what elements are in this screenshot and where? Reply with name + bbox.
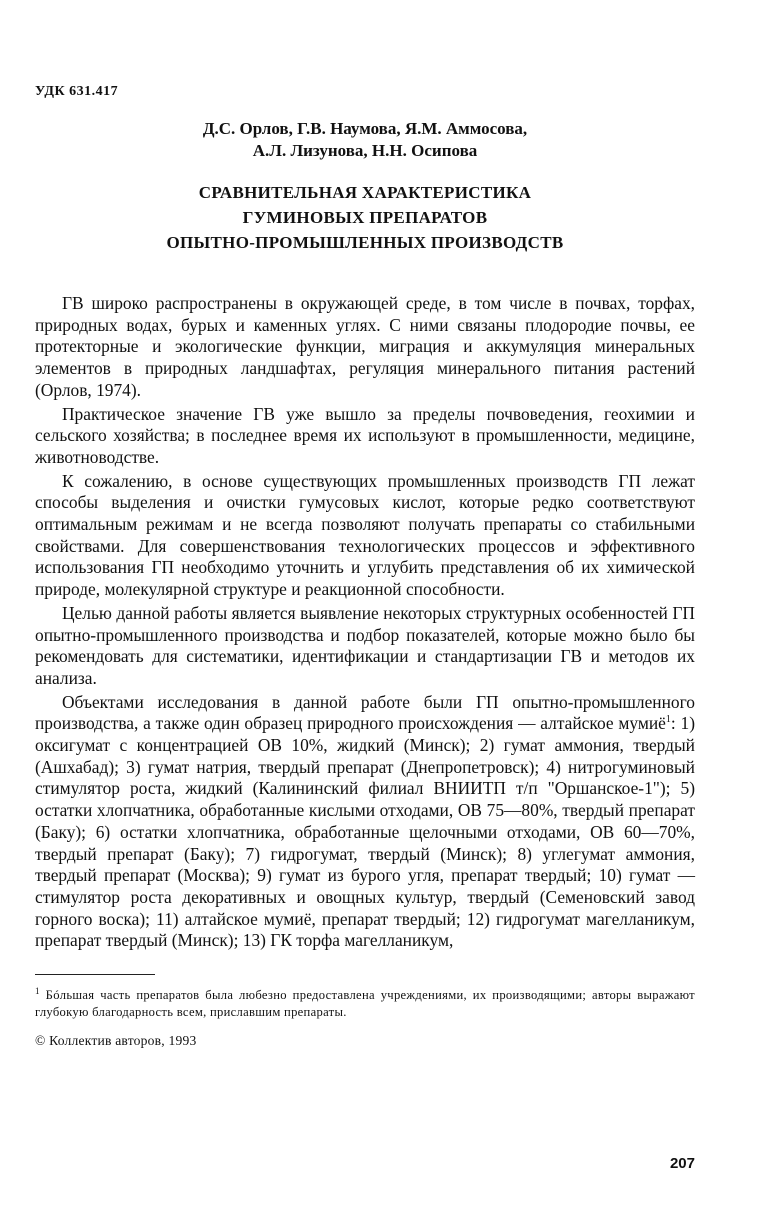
footnote-text: Бóльшая часть препаратов была любезно предоставлена учреждениями, их производящими; авторы выражают глубокую благодарность всем, приславшим препараты. (35, 988, 695, 1020)
paragraph-1: ГВ широко распространены в окружающей среде, в том числе в почвах, торфах, природных водах, бурых и каменных углях. С ними связаны плодородие почвы, ее протекторные и экологические функции, миграция и аккумуляция минеральных элементов в природных ландшафтах, регуляция минерального питания растений (Орлов, 1974). (35, 293, 695, 400)
footnote-divider (35, 974, 155, 975)
paragraph-5-part-a: Объектами исследования в данной работе были ГП опытно-промышленного производства, а также один образец природного происхождения — алтайское мумиё (35, 691, 695, 734)
footnote (35, 987, 695, 1021)
title-line-3: ОПЫТНО-ПРОМЫШЛЕННЫХ ПРОИЗВОДСТВ (166, 233, 564, 252)
paragraph-3: К сожалению, в основе существующих промышленных производств ГП лежат способы выделения и очистки гумусовых кислот, которые редко соответствуют оптимальным режимам и не всегда позволяют получать препараты со стабильными свойствами. Для совершенствования технологических процессов и эффективного использования ГП необходимо уточнить и углубить представления об их химической природе, молекулярной структуре и реакционной способности. (35, 470, 695, 600)
authors-line-2: А.Л. Лизунова, Н.Н. Осипова (252, 141, 478, 160)
udk-code: УДК 631.417 (35, 84, 119, 99)
title-line-1: СРАВНИТЕЛЬНАЯ ХАРАКТЕРИСТИКА (198, 183, 532, 202)
footnote-ref: 1 (665, 714, 671, 726)
authors (35, 118, 695, 162)
article-page (35, 84, 695, 1049)
paragraph-5-part-b: : 1) оксигумат с концентрацией ОВ 10%, жидкий (Минск); 2) гумат аммония, твердый (Ашхабад); 3) гумат натрия, твердый препарат (Днепропетровск); 4) нитрогуминовый стимулятор роста, жидкий (Калининский филиал ВНИИТП т/п "Оршанское-1"); 5) остатки хлопчатника, обработанные кислыми отходами, ОВ 75—80%, твердый препарат (Баку); 6) остатки хлопчатника, обработанные щелочными отходами, ОВ 60—70%, твердый препарат (Баку); 7) гидрогумат, твердый (Минск); 8) углегумат аммония, твердый препарат (Москва); 9) гумат из бурого угля, препарат твердый; 10) гумат — стимулятор роста декоративных и овощных культур, твердый (Семеновский завод горного воска); 11) алтайское мумиё, препарат твердый; 12) гидрогумат магелланикум, препарат твердый (Минск); 13) ГК торфа магелланикум, (35, 713, 695, 951)
paragraph-5 (35, 692, 695, 952)
paragraph-4: Целью данной работы является выявление некоторых структурных особенностей ГП опытно-промышленного производства и подбор показателей, которые можно было бы рекомендовать для систематики, идентификации и стандартизации ГВ и методов их анализа. (35, 602, 695, 688)
title-line-2: ГУМИНОВЫХ ПРЕПАРАТОВ (242, 208, 488, 227)
paragraph-2: Практическое значение ГВ уже вышло за пределы почвоведения, геохимии и сельского хозяйства; в последнее время их используют в промышленности, медицине, животноводстве. (35, 403, 695, 467)
footnote-marker: 1 (35, 985, 40, 996)
authors-line-1: Д.С. Орлов, Г.В. Наумова, Я.М. Аммосова, (202, 119, 528, 138)
article-title (35, 180, 695, 255)
article-body (35, 293, 695, 952)
page-number: 207 (669, 1155, 695, 1172)
copyright: © Коллектив авторов, 1993 (35, 1033, 197, 1049)
